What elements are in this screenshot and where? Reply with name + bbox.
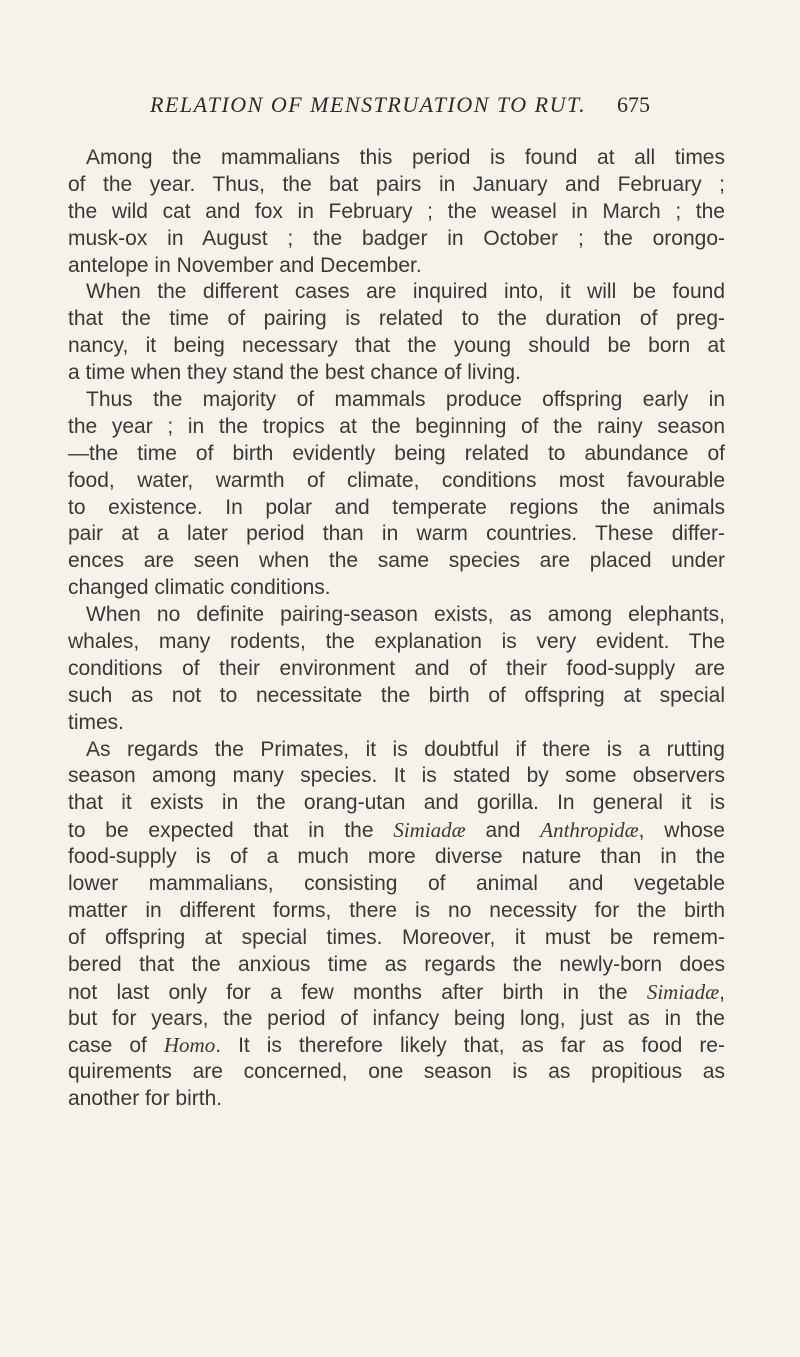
text-line: matter in different forms, there is no necessity for the birth	[68, 898, 725, 922]
taxon-name: Simiadæ	[646, 979, 720, 1004]
text-line	[68, 1032, 725, 1059]
text-segment: case of	[68, 1034, 164, 1058]
text-line: season among many species. It is stated by some observers	[68, 764, 725, 788]
text-line: a time when they stand the best chance of living.	[68, 361, 521, 385]
text-line: pair at a later period than in warm countries. These differ-	[68, 522, 725, 546]
text-line: conditions of their environment and of their food-supply are	[68, 656, 725, 680]
text-line: but for years, the period of infancy being long, just as in the	[68, 1006, 725, 1030]
text-line: whales, many rodents, the explanation is very evident. The	[68, 630, 725, 654]
text-line: times.	[68, 710, 125, 734]
text-line: the year ; in the tropics at the beginning of the rainy season	[68, 414, 725, 438]
text-segment: , whose	[638, 819, 725, 843]
taxon-name: Anthropidæ	[540, 818, 639, 843]
text-line: As regards the Primates, it is doubtful if there is a rutting	[86, 737, 725, 761]
text-line: of offspring at special times. Moreover, it must be remem-	[68, 925, 725, 949]
text-line: —the time of birth evidently being related to abundance of	[68, 441, 725, 465]
text-line	[68, 979, 725, 1006]
text-line: food-supply is of a much more diverse nature than in the	[68, 845, 725, 869]
text-line: changed climatic conditions.	[68, 576, 331, 600]
text-line: such as not to necessitate the birth of offspring at special	[68, 683, 725, 707]
text-line: nancy, it being necessary that the young should be born at	[68, 334, 725, 358]
text-line: another for birth.	[68, 1087, 223, 1111]
text-line: the wild cat and fox in February ; the weasel in March ; the	[68, 199, 725, 223]
text-line: to existence. In polar and temperate regions the animals	[68, 495, 725, 519]
text-line: food, water, warmth of climate, conditions most favourable	[68, 468, 725, 492]
text-line: that the time of pairing is related to the duration of preg-	[68, 307, 725, 331]
text-line: Thus the majority of mammals produce offspring early in	[86, 388, 725, 412]
text-segment: and	[465, 819, 541, 843]
text-line: When the different cases are inquired into, it will be found	[86, 280, 725, 304]
text-line: ences are seen when the same species are placed under	[68, 549, 725, 573]
text-line: lower mammalians, consisting of animal and vegetable	[68, 872, 725, 896]
text-line: bered that the anxious time as regards the newly-born does	[68, 952, 725, 976]
text-line	[68, 817, 725, 844]
text-segment: ,	[719, 980, 725, 1004]
running-head: RELATION OF MENSTRUATION TO RUT.	[150, 92, 587, 117]
text-line: quirements are concerned, one season is as propitious as	[68, 1060, 725, 1084]
taxon-name: Simiadæ	[393, 818, 466, 843]
text-segment: not last only for a few months after birth in the	[68, 980, 647, 1004]
text-segment: . It is therefore likely that, as far as food re-	[215, 1034, 725, 1058]
text-line: When no definite pairing-season exists, as among elephants,	[86, 603, 725, 627]
text-line: of the year. Thus, the bat pairs in January and February ;	[68, 172, 725, 196]
text-line: Among the mammalians this period is found at all times	[86, 146, 725, 169]
text-line: antelope in November and December.	[68, 253, 422, 277]
text-line: musk-ox in August ; the badger in October ; the orongo-	[68, 226, 725, 250]
text-segment: to be expected that in the	[68, 819, 394, 843]
text-line: that it exists in the orang-utan and gorilla. In general it is	[68, 791, 725, 815]
page-number: 675	[617, 92, 650, 117]
body-text	[68, 145, 725, 1113]
taxon-name: Homo	[163, 1033, 216, 1058]
